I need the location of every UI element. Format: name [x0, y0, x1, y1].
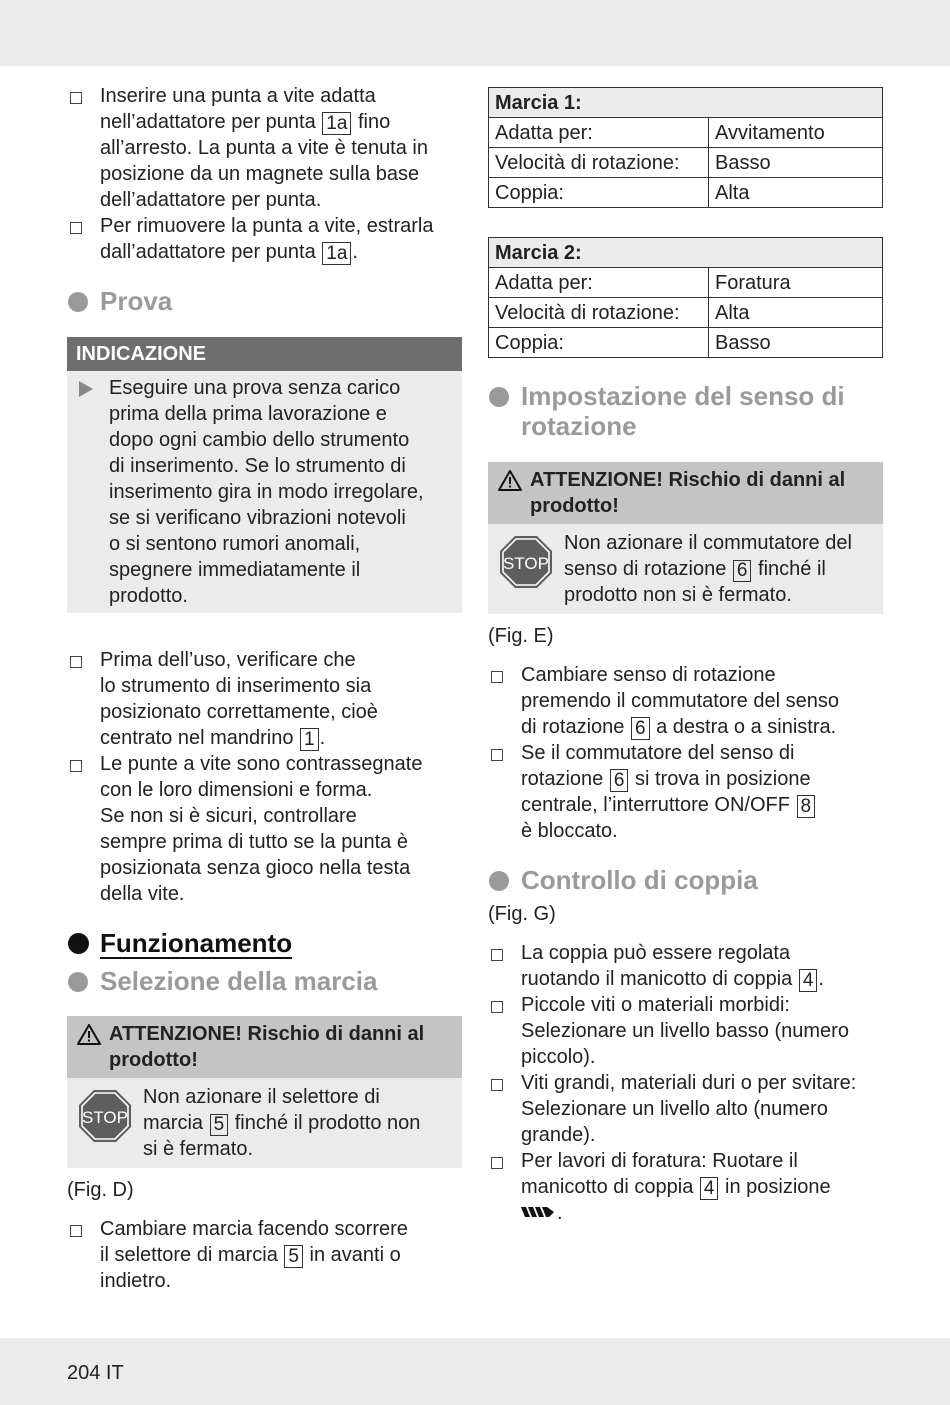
list-item: Cambiare senso di rotazione premendo il commutatore del senso di rotazione 6 a destra o a sinistra. [488, 662, 884, 740]
section-heading-coppia: Controllo di coppia [488, 865, 758, 895]
section-heading-funzionamento: Funzionamento [67, 928, 292, 958]
list-item: Cambiare marcia facendo scorrere il selettore di marcia 5 in avanti o indietro. [67, 1216, 462, 1294]
section-heading-prova: Prova [67, 286, 172, 316]
list-item: Le punte a vite sono contrassegnate con le loro dimensioni e forma. Se non si è sicuri, controllare sempre prima di tutto se la punta è posizionata senza gioco nella testa della vite. [67, 751, 462, 907]
table-row: Adatta per: Foratura [489, 268, 883, 298]
gear-2-table [488, 237, 883, 358]
list-item: Inserire una punta a vite adatta nell’adattatore per punta 1a fino all’arresto. La punta a vite è tenuta in posizione da un magnete sulla base dell’adattatore per punta. [67, 83, 462, 213]
table-row: Velocità di rotazione: Alta [489, 298, 883, 328]
stop-sign-label: STOP [503, 554, 549, 573]
ref-label: 1a [322, 242, 351, 265]
warning-box: ATTENZIONE! Rischio di danni al prodotto! STOP Non azionare il selettore di marcia 5 finché il prodotto non si è fermato. [67, 1016, 462, 1168]
list-item: Per lavori di foratura: Ruotare il manicotto di coppia 4 in posizione . [488, 1148, 884, 1226]
ref-label: 5 [210, 1114, 229, 1136]
ref-label: 6 [733, 560, 752, 582]
list-item: Viti grandi, materiali duri o per svitare: Selezionare un livello alto (numero grande). [488, 1070, 884, 1148]
note-title: INDICAZIONE [67, 337, 462, 371]
ref-label: 8 [797, 795, 816, 818]
ref-label: 4 [700, 1177, 719, 1200]
triangle-bullet-icon [79, 381, 93, 397]
gear-1-table [488, 87, 883, 208]
header-band [0, 0, 950, 66]
warning-box: ATTENZIONE! Rischio di danni al prodotto! STOP Non azionare il commutatore del senso di rotazione 6 finché il prodotto non si è fermato. [488, 462, 883, 614]
table-row: Velocità di rotazione: Basso [489, 148, 883, 178]
list-item: Piccole viti o materiali morbidi: Selezionare un livello basso (numero piccolo). [488, 992, 884, 1070]
table-row: Coppia: Basso [489, 328, 883, 358]
section-heading-selezione: Selezione della marcia [67, 966, 377, 996]
list-item: Prima dell’uso, verificare che lo strumento di inserimento sia posizionato correttamente, cioè centrato nel mandrino 1 . [67, 647, 462, 751]
ref-label: 6 [610, 769, 629, 792]
ref-label: 4 [799, 969, 818, 992]
ref-label: 5 [284, 1245, 303, 1268]
warning-triangle-icon [77, 1024, 101, 1045]
table-row: Marcia 1: [489, 88, 883, 118]
warning-title: ATTENZIONE! Rischio di danni al prodotto! [488, 462, 883, 524]
stop-sign-icon [77, 1088, 133, 1144]
footer-band [0, 1338, 950, 1405]
figure-ref: (Fig. E) [488, 625, 554, 647]
table-row: Coppia: Alta [489, 178, 883, 208]
warning-title: ATTENZIONE! Rischio di danni al prodotto! [67, 1016, 462, 1078]
section-heading-rotazione: Impostazione del senso di rotazione [488, 381, 845, 441]
figure-ref: (Fig. D) [67, 1179, 134, 1201]
list-item: Se il commutatore del senso di rotazione 6 si trova in posizione centrale, l’interruttore ON/OFF 8 è bloccato. [488, 740, 884, 844]
stop-sign-label: STOP [82, 1108, 128, 1127]
stop-sign-icon [498, 534, 554, 590]
figure-ref: (Fig. G) [488, 903, 556, 925]
page-number: 204 IT [67, 1362, 124, 1384]
note-box: INDICAZIONE Eseguire una prova senza carico prima della prima lavorazione e dopo ogni cambio dello strumento di inserimento. Se lo strumento di inserimento gira in modo irregolare, se si verificano vibrazioni notevoli o si sentono rumori anomali, spegnere immediatamente il prodotto. [67, 337, 462, 613]
table-row: Adatta per: Avvitamento [489, 118, 883, 148]
list-item: Per rimuovere la punta a vite, estrarla dall’adattatore per punta 1a . [67, 213, 462, 265]
warning-triangle-icon [498, 470, 522, 491]
drill-symbol-icon [521, 1204, 557, 1220]
ref-label: 6 [631, 717, 650, 740]
ref-label: 1a [322, 112, 351, 135]
table-row: Marcia 2: [489, 238, 883, 268]
ref-label: 1 [300, 728, 319, 751]
list-item: La coppia può essere regolata ruotando il manicotto di coppia 4 . [488, 940, 884, 992]
